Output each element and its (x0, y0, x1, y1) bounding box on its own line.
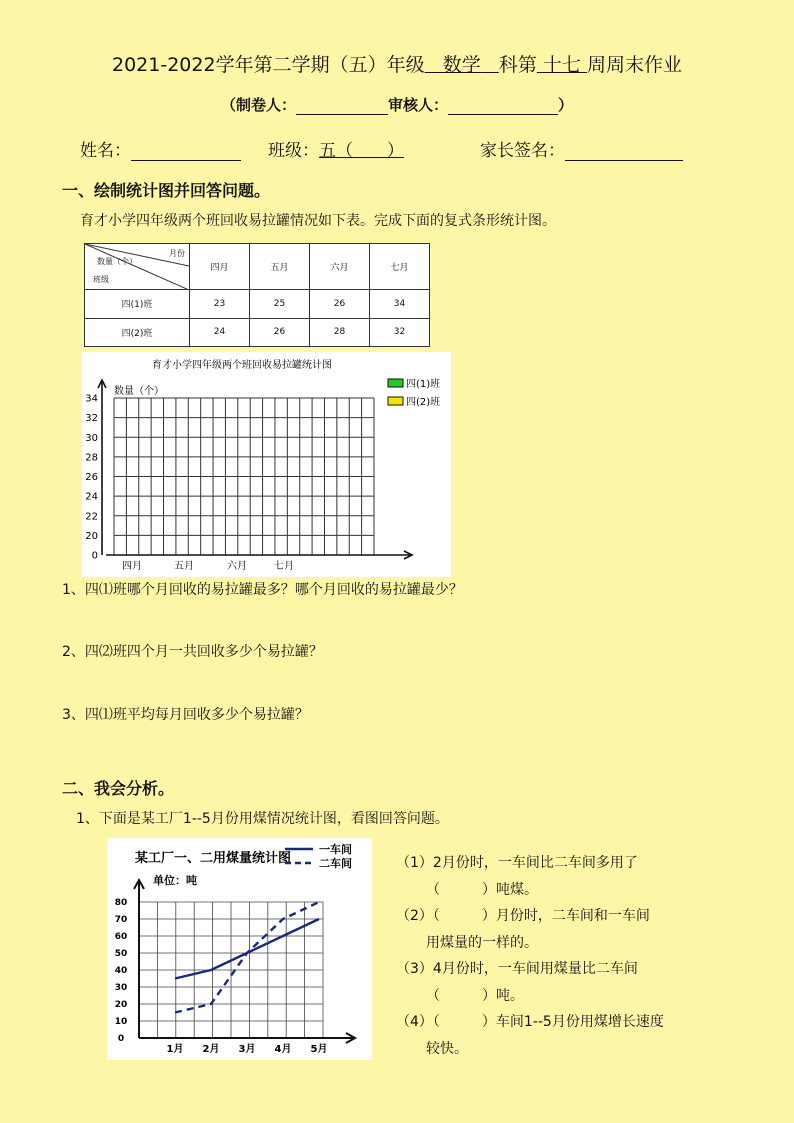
y-tick-label: 0 (91, 550, 98, 562)
chart-title: 某工厂一、二用煤量统计图 (135, 851, 292, 866)
q2-line[interactable]: （ ）吨。 (426, 987, 524, 1004)
section2-questions (396, 850, 664, 1062)
chart-unit: 单位：吨 (153, 874, 197, 887)
q2-line: 用煤量的一样的。 (426, 934, 538, 951)
class-field: 班级：五（ ） (268, 141, 404, 161)
y-tick-label: 24 (85, 491, 98, 503)
legend-swatch (388, 397, 403, 405)
x-tick-label: 四月 (122, 561, 142, 572)
legend-label: 二车间 (319, 857, 352, 870)
x-tick-label: 5月 (310, 1044, 328, 1055)
y-tick-label: 30 (114, 983, 128, 993)
week-field: 十七 (542, 54, 581, 76)
question-1: 1、四⑴班哪个月回收的易拉罐最多？哪个月回收的易拉罐最少？ (62, 582, 463, 598)
x-tick-label: 1月 (166, 1044, 184, 1055)
section1-heading: 一、绘制统计图并回答问题。 (62, 181, 271, 200)
name-blank[interactable] (131, 144, 241, 161)
y-tick-label: 60 (114, 932, 128, 942)
y-axis-label: 数量（个） (114, 386, 164, 397)
worksheet-title (0, 50, 794, 77)
y-tick-label: 0 (117, 1034, 125, 1044)
bar-chart-grid[interactable] (82, 352, 451, 577)
legend-label: 一车间 (319, 843, 352, 856)
y-tick-label: 22 (85, 511, 98, 523)
legend-label: 四(1)班 (406, 379, 441, 390)
x-tick-label: 4月 (274, 1044, 292, 1055)
y-tick-label: 10 (114, 1017, 128, 1027)
y-tick-label: 40 (114, 966, 128, 976)
y-tick-label: 28 (85, 452, 98, 464)
question-2: 2、四⑵班四个月一共回收多少个易拉罐？ (62, 644, 323, 660)
question-3: 3、四⑴班平均每月回收多少个易拉罐？ (62, 707, 309, 723)
chart-title: 育才小学四年级两个班回收易拉罐统计图 (152, 360, 332, 371)
bar-chart-panel (82, 352, 451, 577)
y-tick-label: 50 (114, 949, 128, 959)
legend-swatch (388, 379, 403, 387)
x-tick-label: 六月 (227, 561, 247, 572)
table-header-month: 六月 (310, 244, 370, 290)
title-prefix: 2021-2022学年第二学期（五）年级 (112, 54, 425, 76)
title-suffix: 周周末作业 (586, 54, 682, 76)
legend-label: 四(2)班 (406, 397, 441, 408)
parent-sign-blank[interactable] (565, 144, 683, 161)
table-row: 四(2)班 24 26 28 32 (85, 318, 430, 347)
series-line-1 (175, 919, 319, 979)
parent-sign-field: 家长签名： (480, 136, 683, 161)
y-tick-label: 20 (114, 1000, 128, 1010)
q2-line[interactable]: （ ）吨煤。 (426, 881, 538, 898)
line-chart-panel (107, 838, 372, 1060)
q2-line: （2）（ ）月份时，二车间和一车间 (396, 908, 650, 924)
table-header-month: 七月 (370, 244, 430, 290)
maker-reviewer-line: （制卷人： 审核人： ） (220, 96, 574, 114)
y-tick-label: 26 (85, 472, 98, 483)
title-mid: 科第 (498, 54, 537, 76)
q2-line: 较快。 (426, 1040, 468, 1057)
series-line-2 (175, 902, 319, 1013)
class-value[interactable]: 五（ ） (319, 141, 404, 161)
section1-intro: 育才小学四年级两个班回收易拉罐情况如下表。完成下面的复式条形统计图。 (80, 213, 556, 229)
maker-blank[interactable] (296, 98, 388, 115)
table-corner-cell: 月份 数量（个） 班级 (85, 244, 190, 290)
table-header-month: 四月 (190, 244, 250, 290)
name-field: 姓名： (80, 136, 241, 161)
q2-line: （1）2月份时，一车间比二车间多用了 (396, 855, 638, 871)
y-tick-label: 34 (85, 393, 98, 405)
y-tick-label: 32 (85, 413, 98, 425)
recycling-table (84, 243, 430, 347)
table-header-month: 五月 (250, 244, 310, 290)
x-tick-label: 五月 (174, 561, 194, 572)
subject-field: 数学 (442, 54, 481, 76)
y-tick-label: 70 (114, 915, 128, 925)
table-row: 四(1)班 23 25 26 34 (85, 290, 430, 319)
y-tick-label: 80 (114, 898, 128, 908)
line-chart (107, 838, 372, 1060)
section2-intro: 1、下面是某工厂1--5月份用煤情况统计图，看图回答问题。 (76, 811, 449, 827)
reviewer-blank[interactable] (448, 98, 558, 115)
y-tick-label: 30 (85, 432, 98, 444)
x-tick-label: 七月 (274, 561, 294, 572)
x-tick-label: 3月 (238, 1044, 256, 1055)
y-tick-label: 20 (85, 530, 98, 542)
section2-heading: 二、我会分析。 (62, 779, 175, 798)
q2-line: （4）（ ）车间1--5月份用煤增长速度 (396, 1014, 664, 1030)
q2-line: （3）4月份时，一车间用煤量比二车间 (396, 961, 638, 977)
x-tick-label: 2月 (202, 1044, 220, 1055)
